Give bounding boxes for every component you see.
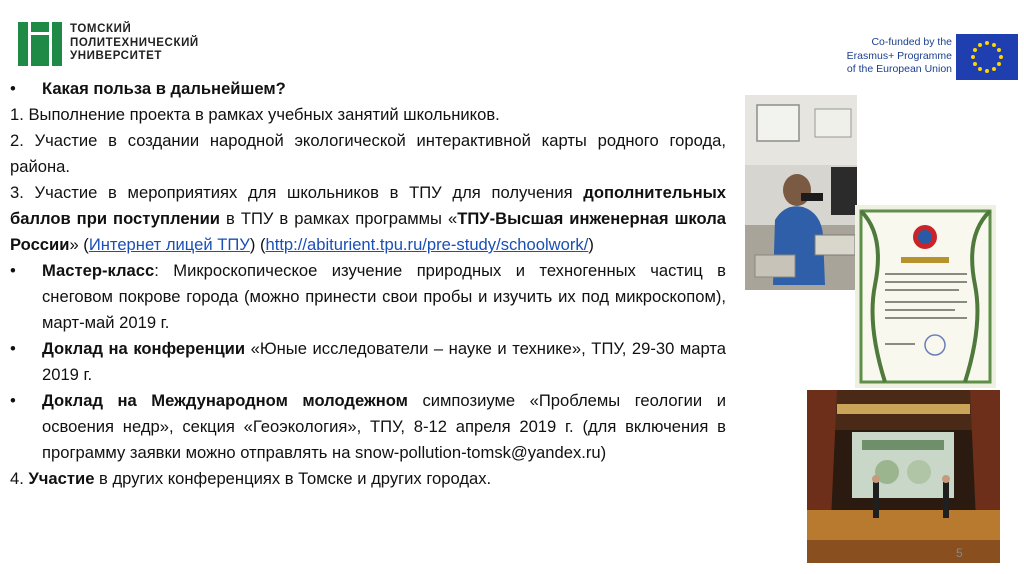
university-line-1: ТОМСКИЙ [70,23,132,35]
page-number: 5 [956,546,963,560]
eu-line-2: Erasmus+ Programme [846,49,952,62]
item-4: 4. Участие в других конференциях в Томске и других городах. [10,469,492,488]
bullet-master-class: • Мастер-класс: Микроскопическое изучение природных и техногенных частиц в снеговом покрове города (можно принести свои пробы и изучить их под микроскопом), март-май 2019 г. [10,258,726,336]
eu-text [834,36,952,77]
student-microscope-photo [745,95,857,290]
tpu-logo [18,22,62,66]
question-heading: • Какая польза в дальнейшем? [10,76,726,102]
eu-cofunded-block [834,34,1020,82]
main-content [10,76,726,492]
extra-points-text: дополнительных баллов при поступлении [10,183,726,228]
internet-lyceum-link[interactable]: Интернет лицей ТПУ [88,235,250,254]
eu-flag-icon [956,34,1018,80]
university-line-3: УНИВЕРСИТЕТ [70,50,162,62]
bullet-conference-report: • Доклад на конференции «Юные исследователи – науке и технике», ТПУ, 29-30 марта 2019 г. [10,336,726,388]
item-3: 3. Участие в мероприятиях для школьников в ТПУ для получения дополнительных баллов при поступлении в ТПУ в рамках программы «ТПУ-Высшая инженерная школа России» (Интернет лицей ТПУ) (http://abiturient.tpu.ru/pre-study/schoolwork/) [10,183,726,254]
item-2: 2. Участие в создании народной экологической интерактивной карты родного города, района. [10,131,726,176]
university-line-2: ПОЛИТЕХНИЧЕСКИЙ [70,36,199,49]
eu-line-1: Co-funded by the [871,36,952,48]
program-name: ТПУ-Высшая инженерная школа России [10,209,726,254]
diploma-photo [855,205,996,388]
item-1: 1. Выполнение проекта в рамках учебных занятий школьников. [10,105,500,124]
eu-line-3: of the European Union [846,63,952,75]
conference-hall-photo [807,390,1000,563]
abiturient-link[interactable]: http://abiturient.tpu.ru/pre-study/schoolwork/ [265,235,589,254]
university-name [70,23,199,64]
bullet-symposium-report: • Доклад на Международном молодежном симпозиуме «Проблемы геологии и освоения недр», секция «Геоэкология», ТПУ, 8-12 апреля 2019 г. (для включения в программу заявки можно отправлять на snow-pollution-tomsk@yandex.ru) [10,388,726,466]
